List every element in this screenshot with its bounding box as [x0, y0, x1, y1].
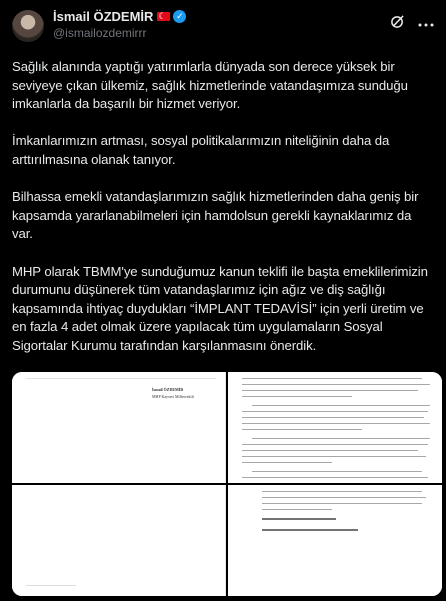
tweet-text — [12, 58, 434, 356]
author-name-row[interactable] — [53, 8, 186, 25]
text-line — [242, 411, 428, 412]
text-line — [242, 390, 418, 391]
text-line — [252, 471, 422, 472]
text-line — [242, 384, 430, 385]
text-line — [242, 477, 428, 478]
text-line — [242, 396, 352, 397]
text-line — [262, 503, 422, 504]
document-image[interactable] — [12, 372, 226, 483]
media-grid[interactable] — [12, 372, 442, 596]
tweet-paragraph: MHP olarak TBMM'ye sunduğumuz kanun teklifi ile başta emeklilerimizin durumunu düşünerek tüm vatandaşlarımız için ağız ve diş sağlığı kapsamında ihtiyaç duydukları “İMPLANT TEDAVİSİ” için yerli üretim ve en fazla 4 adet olmak üzere yapılacak tüm uygulamaların Sosyal Sigortalar Kurumu tarafından karşılanmasını önerdik. — [12, 263, 428, 353]
text-line — [262, 518, 336, 520]
tweet-paragraph: Sağlık alanında yaptığı yatırımlarla dünyada son derece yüksek bir seviyeye çıkan ülkemiz, sağlık hizmetlerinde vatandaşımıza sunduğu imkanlarla da başarılı bir hizmet veriyor. — [12, 59, 408, 112]
text-line — [262, 497, 426, 498]
text-line — [262, 509, 332, 510]
document-image[interactable] — [228, 485, 442, 596]
text-line — [242, 444, 428, 445]
author-info — [53, 8, 186, 42]
document-image[interactable] — [228, 372, 442, 483]
turkey-flag-icon — [157, 12, 170, 21]
tweet-actions — [390, 14, 434, 33]
tweet-paragraph: Bilhassa emekli vatandaşlarımızın sağlık hizmetlerinden daha geniş bir kapsamda yararlanabilmeleri için hamdolsun gerekli kaynaklarımız da var. — [12, 189, 419, 242]
text-line — [26, 378, 216, 379]
text-line — [242, 429, 362, 430]
text-line — [242, 378, 422, 379]
tweet-header — [12, 8, 434, 52]
tweet-paragraph: İmkanlarımızın artması, sosyal politikalarımızın niteliğinin daha da arttırılmasına olanak tanıyor. — [12, 133, 390, 167]
more-options-icon[interactable] — [418, 16, 434, 32]
verified-badge-icon: ✓ — [173, 10, 186, 23]
avatar[interactable] — [12, 10, 44, 42]
text-line — [26, 585, 76, 586]
text-line — [242, 456, 426, 457]
text-line — [252, 438, 430, 439]
grok-icon[interactable] — [390, 14, 405, 33]
text-line — [242, 462, 332, 463]
media-divider — [226, 372, 228, 596]
text-line — [262, 491, 422, 492]
text-line — [262, 529, 358, 531]
text-line — [242, 417, 424, 418]
author-name[interactable]: İsmail ÖZDEMİR — [53, 9, 154, 24]
text-line — [242, 450, 418, 451]
signature-title: MHP Kayseri Milletvekili — [152, 394, 194, 399]
text-line — [252, 405, 430, 406]
text-line — [242, 423, 430, 424]
author-handle[interactable]: @ismailozdemirrr — [53, 26, 147, 40]
document-image[interactable] — [12, 485, 226, 596]
signature-name: İsmail ÖZDEMİR — [152, 387, 184, 392]
